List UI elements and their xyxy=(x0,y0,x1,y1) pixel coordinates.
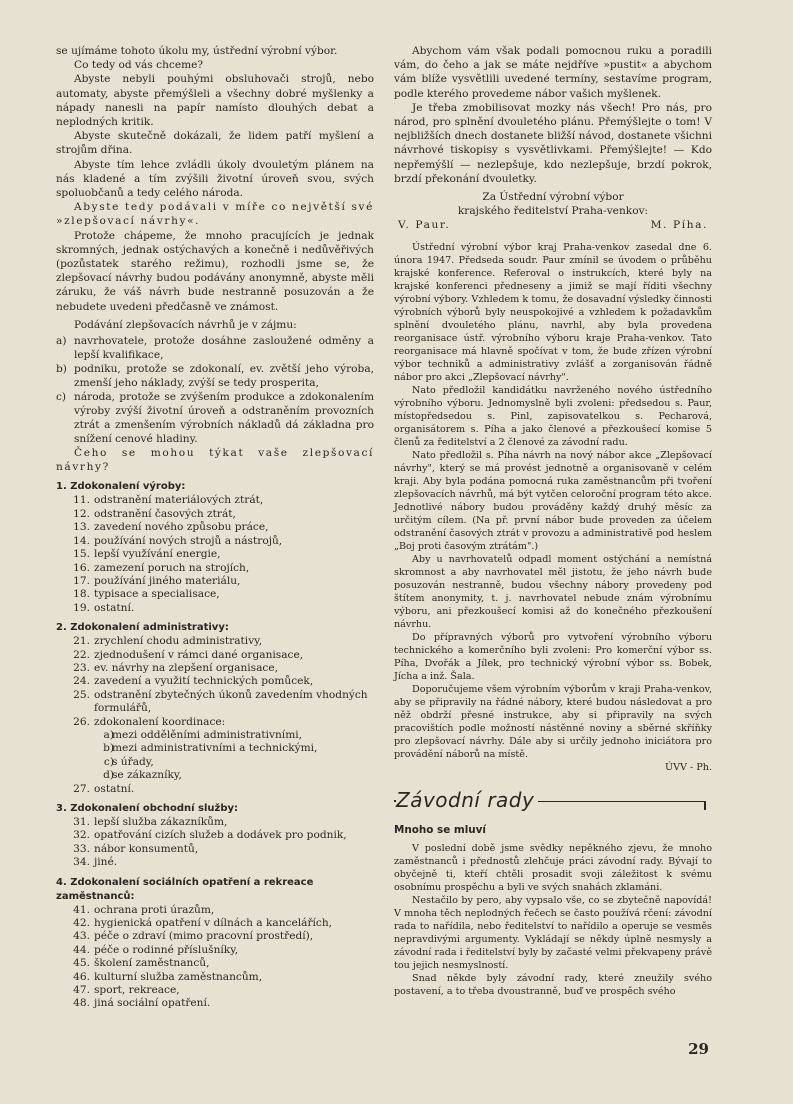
list-item: 42. hygienická opatření v dílnách a kancelářích, xyxy=(73,917,333,930)
list-item: a) mezi oddělěními administrativními, xyxy=(103,728,302,741)
heading-title: Závodní rady xyxy=(396,788,538,812)
article-title: Mnoho se mluví xyxy=(394,823,486,836)
section-title: 3. Zdokonalení obchodní služby: xyxy=(56,803,239,814)
paragraph: Podávání zlepšovacích návrhů je v zájmu: xyxy=(74,318,297,331)
list-item: c) s úřady, xyxy=(103,755,154,768)
paragraph: Nestačilo by pero, aby vypsalo vše, co se zbytečně napovídá! V mnoha těch neplodných řečech se často používá rčení: závodní rada to nařídila, nebo ředitelství to nařídilo a operuje se vesměs nepravdivými argumenty. Vykládají se někdy úplně nesmysly a závodní rada i ředitelství byly by začasté velmi překvapeny právě tou jejich nesmyslností. xyxy=(394,894,712,971)
list-item: 25. odstranění zbytečných úkonů zavedením vhodných formulářů, xyxy=(73,688,368,715)
article-body xyxy=(394,842,712,998)
list-item: 18. typisace a specialisace, xyxy=(73,588,220,601)
paragraph: Protože chápeme, že mnoho pracujících je jednak skromných, jednak ostýchavých a konečně i nedůvěřivých (pozůstatek starého režimu), rozhodli jsme se, že zlepšovací návrhy budou podávány anonymně, abyste měli záruku, že váš návrh bude nestranně posuzován a že nebudete uvedeni předčasně ve známost. xyxy=(56,229,374,313)
list-item: 46. kulturní služba zaměstnancům, xyxy=(73,970,263,983)
paragraph: Ústřední výrobní výbor kraj Praha-venkov zasedal dne 6. února 1947. Předseda soudr. Paur zmínil se úvodem o průběhu krajské konference. Referoval o instrukcích, které byly na krajské konferenci předneseny a jimiž se mají říditi všechny výrobní výbory. Vzhledem k tomu, že dosavadní výsledky činnosti výrobních výborů byly neuspokojivé a vzhledem k požadavkům splnění dvouletého plánu, navrhl, aby byla provedena reorganisace ústř. výrobního výboru kraje Praha-venkov. Tato reorganisace má hlavně spočívat v tom, že bude zřízen výrobní výbor techniků a administrativy zvlášť a zorganisován řádně nábor pro akci „Zlepšovací návrhy". xyxy=(394,241,712,383)
section-title: 1. Zdokonalení výroby: xyxy=(56,481,186,493)
list-item: 12. odstranění časových ztrát, xyxy=(73,507,236,520)
signature-line: krajského ředitelství Praha-venkov: xyxy=(457,205,649,218)
right-column xyxy=(394,44,712,998)
sub-list xyxy=(94,729,374,783)
paragraph: se ujímáme tohoto úkolu my, ústřední výrobní výbor. xyxy=(56,45,338,57)
paragraph: V poslední době jsme svědky nepěkného zjevu, že mnoho zaměstnanců i přednostů zlehčuje práci závodní rady. Bývají to obyčejně ti, kteří chtěli prosadit svoji záležitost k svému osobnímu prospěchu a byli ve svých snahách zklamáni. xyxy=(394,842,712,893)
item-list xyxy=(56,635,374,796)
report-block xyxy=(394,241,712,774)
list-item: b) mezi administrativními a technickými, xyxy=(103,742,318,755)
list-item: a) navrhovatele, protože dosáhne zasloužené odměny a lepší kvalifikace, xyxy=(56,335,374,362)
list-item: 11. odstranění materiálových ztrát, xyxy=(73,494,264,507)
section-title: 4. Zdokonalení sociálních opatření a rekreace zaměstnanců: xyxy=(56,876,314,902)
list-item: 21. zrychlení chodu administrativy, xyxy=(73,635,263,648)
section-heading xyxy=(394,786,712,816)
paragraph: Doporučujeme všem výrobním výborům v kraji Praha-venkov, aby se připravily na řádné nábory, které budou následovat a pro něž obdrží přesné instrukce, aby si připravily na svých pracovištích podle možností nástěnné noviny a sběrné skříňky pro zlepšovací návrhy. Dále aby si určily jednoho iniciátora pro provádění náborů na místě. xyxy=(394,683,712,760)
list-item: 14. používání nových strojů a nástrojů, xyxy=(73,534,283,547)
paragraph: Abyste tedy podávali v míře co největší své »zlepšovací návrhy«. xyxy=(56,201,374,228)
paragraph: Abyste nebyli pouhými obsluhovači strojů, nebo automaty, abyste přemýšleli a všechny dobré myšlenky a nápady nanesli na papír namísto dlouhých debat a neplodných kritik. xyxy=(56,73,374,129)
list-item: 34. jiné. xyxy=(73,856,118,869)
paragraph: Do přípravných výborů pro vytvoření výrobního výboru technického a komerčního byli zvoleni: Pro komerční výbor ss. Píha, Dvořák a Jílek, pro technický výrobní výbor ss. Bobek, Jícha a inž. Šala. xyxy=(394,631,712,682)
list-item: 41. ochrana proti úrazům, xyxy=(73,903,215,916)
signature-name: M. Píha. xyxy=(650,219,708,232)
paragraph: Abyste skutečně dokázali, že lidem patří myšlení a strojům dřina. xyxy=(56,130,374,157)
paragraph: Nato předložil s. Píha návrh na nový nábor akce „Zlepšovací návrhy", který se má provést jednotně a organisovaně v celém kraji. Aby byla podána pomocná ruka zaměstnancům při tvoření zlepšovacích návrhů, má být vytčen celoroční program této akce. Jednotlivé nábory budou prováděny každý druhý měsíc za určitým cílem. (Na př. první nábor bude proveden za účelem odstranění časových ztrát v provozu a administrativě pod heslem „Boj proti časovým ztrátám".) xyxy=(394,449,712,552)
list-item: 27. ostatní. xyxy=(73,782,135,795)
signature-name: V. Paur. xyxy=(398,219,451,232)
list-item: 13. zavedení nového způsobu práce, xyxy=(73,521,269,534)
list-item: 48. jiná sociální opatření. xyxy=(73,997,211,1010)
list-item: 26. zdokonalení koordinace: a) mezi oddělěními administrativními, b) mezi administrativními a technickými, c) s úřady, d) se zákazníky, xyxy=(56,716,374,783)
paragraph: Snad někde byly závodní rady, které zneužily svého postavení, a to třeba dvoustranně, buď ve prospěch svého xyxy=(394,972,712,997)
paragraph: Nato předložil kandidátku navrženého nového ústředního výrobního výboru. Jednomyslně byli zvoleni: předsedou s. Paur, místopředsedou s. Pinl, zapisovatelkou s. Pecharová, organisátorem s. Píha a jako členové a přezkoušecí komise 5 členů za ředitelství a 2 členové za závodní radu. xyxy=(394,384,712,448)
paragraph: Abyste tím lehce zvládli úkoly dvouletým plánem na nás kladené a tím zvýšili životní úroveň svou, svých spoluobčanů a tedy celého národa. xyxy=(56,158,374,200)
page-number: 29 xyxy=(688,1040,709,1058)
list-item: 22. zjednodušení v rámci dané organisace, xyxy=(73,648,304,661)
signature-abbrev: ÚVV - Ph. xyxy=(665,761,712,773)
paragraph: Je třeba zmobilisovat mozky nás všech! Pro nás, pro národ, pro splnění dvouletého plánu. Přemýšlejte o tom! V nejbližších dnech dostanete bližší návod, dostanete všichni návrhové tiskopisy s vysvětlivkami. Přemýšlejte! — Kdo nepřemýšlí — nezlepšuje, kdo nezlepšuje, brzdí pokrok, brzdí překonání dvouletky. xyxy=(394,101,712,185)
item-list xyxy=(56,904,374,1011)
paragraph: Aby u navrhovatelů odpadl moment ostýchání a nemístná skromnost a aby navrhovatel měl jistotu, že jeho návrh bude posuzován nestranně, budou všechny nábory provedeny pod štítem anonymity, t. j. navrhovatel nebude znám výrobnímu výboru, ani přezkoušecí komisi až do konečného přezkoušení návrhu. xyxy=(394,553,712,630)
list-item: 23. ev. návrhy na zlepšení organisace, xyxy=(73,661,278,674)
list-item: 32. opatřování cizích služeb a dodávek pro podnik, xyxy=(73,829,347,842)
paragraph: Čeho se mohou týkat vaše zlepšovací návrhy? xyxy=(56,447,374,474)
paragraph: Co tedy od vás chceme? xyxy=(74,59,204,72)
list-item: b) podniku, protože se zdokonalí, ev. zvětší jeho výroba, zmenší jeho náklady, zvýší se tedy prosperita, xyxy=(56,363,374,390)
list-item: 47. sport, rekreace, xyxy=(73,984,180,997)
heading-rule-end xyxy=(704,802,706,810)
list-item: 44. péče o rodinné příslušníky, xyxy=(73,943,239,956)
paragraph: Abychom vám však podali pomocnou ruku a poradili vám, do čeho a jak se máte nejdříve »pustit« a abychom vám blíže vysvětlili uvedené termíny, sestavíme program, podle kterého provedeme nábor vašich myšlenek. xyxy=(394,45,712,100)
heading-rule-line xyxy=(520,801,706,802)
list-item: d) se zákazníky, xyxy=(103,769,182,782)
interest-list xyxy=(56,334,374,446)
list-item: 17. používání jiného materiálu, xyxy=(73,574,241,587)
signature-line: Za Ústřední výrobní výbor xyxy=(482,191,624,204)
list-item: 33. nábor konsumentů, xyxy=(73,842,199,855)
list-item: 15. lepší využívání energie, xyxy=(73,548,221,561)
section-title: 2. Zdokonalení administrativy: xyxy=(56,622,229,634)
list-item: 31. lepší služba zákazníkům, xyxy=(73,816,228,828)
item-list xyxy=(56,494,374,615)
list-item: 16. zamezení poruch na strojích, xyxy=(73,561,250,574)
item-list xyxy=(56,816,374,870)
signature-names xyxy=(394,218,712,232)
left-column xyxy=(56,44,374,1011)
list-item: 19. ostatní. xyxy=(73,601,135,614)
list-item: 45. školení zaměstnanců, xyxy=(73,957,210,970)
list-item: 24. zavedení a využití technických pomůcek, xyxy=(73,675,314,688)
list-item: 43. péče o zdraví (mimo pracovní prostředí), xyxy=(73,930,314,943)
list-item: c) národa, protože se zvýšením produkce a zdokonalením výroby zvýší životní úroveň a odstraněním provozních ztrát a zmenšením výrobních nákladů dá základna pro snížení cenové hladiny. xyxy=(56,391,374,446)
